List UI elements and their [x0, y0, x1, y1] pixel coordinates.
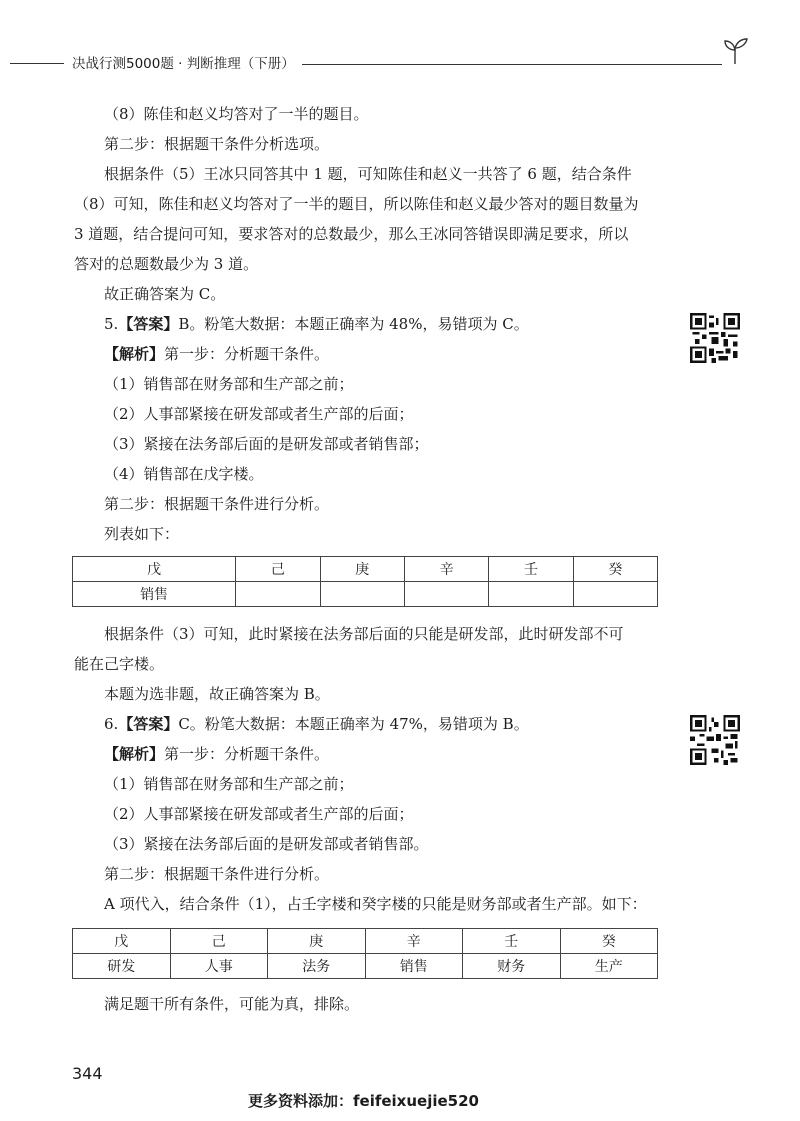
table-cell: 生产 [560, 954, 658, 979]
text-line: 根据条件（3）可知，此时紧接在法务部后面的只能是研发部，此时研发部不可 [104, 625, 624, 643]
table-header-row [73, 557, 658, 582]
text-line: 列表如下： [104, 525, 180, 543]
table-cell: 庚 [268, 929, 366, 954]
table-cell: 癸 [573, 557, 657, 582]
table-cell: 癸 [560, 929, 658, 954]
text-line: 第二步：根据题干条件分析选项。 [104, 135, 330, 153]
q5-analysis-text: 第一步：分析题干条件。 [164, 345, 330, 363]
table-cell: 壬 [489, 557, 573, 582]
text-line: （8）陈佳和赵义均答对了一半的题目。 [104, 105, 369, 123]
text-line: （1）销售部在财务部和生产部之前； [104, 775, 354, 793]
text-line: 答对的总题数最少为 3 道。 [74, 255, 259, 273]
text-line: 第二步：根据题干条件进行分析。 [104, 495, 330, 513]
table-cell [320, 582, 404, 607]
table-cell [236, 582, 320, 607]
table-cell: 辛 [365, 929, 463, 954]
q6-analysis-label: 【解析】 [104, 745, 165, 763]
text-line: （2）人事部紧接在研发部或者生产部的后面； [104, 805, 414, 823]
text-line: （1）销售部在财务部和生产部之前； [104, 375, 354, 393]
table-cell [404, 582, 488, 607]
text-line: 3 道题，结合提问可知，要求答对的总数最少，那么王冰同答错误即满足要求，所以 [74, 225, 629, 243]
q6-answer-text: C。粉笔大数据：本题正确率为 47%，易错项为 B。 [178, 715, 529, 733]
book-title: 决战行测5000题 · 判断推理（下册） [72, 56, 295, 72]
table-cell: 法务 [268, 954, 366, 979]
table-floor-assignment-1 [72, 556, 658, 607]
q6-answer-label: 【答案】 [118, 715, 179, 733]
q5-answer-line [104, 314, 529, 334]
table-cell: 庚 [320, 557, 404, 582]
table-cell: 辛 [404, 557, 488, 582]
table-cell: 人事 [170, 954, 268, 979]
text-line: 故正确答案为 C。 [104, 285, 226, 303]
table-row [73, 582, 658, 607]
table-cell: 财务 [463, 954, 561, 979]
q5-answer-label: 【答案】 [118, 315, 179, 333]
table-cell: 壬 [463, 929, 561, 954]
table-cell: 己 [236, 557, 320, 582]
page-number: 344 [72, 1064, 103, 1083]
table-floor-assignment-2 [72, 928, 658, 979]
header-rule-left [10, 63, 64, 64]
table-cell: 销售 [365, 954, 463, 979]
text-line: （3）紧接在法务部后面的是研发部或者销售部。 [104, 835, 429, 853]
qr-code-icon [690, 313, 740, 363]
text-line: 根据条件（5）王冰只同答其中 1 题，可知陈佳和赵义一共答了 6 题，结合条件 [104, 165, 632, 183]
table-cell [489, 582, 573, 607]
q5-number: 5. [104, 315, 119, 333]
q6-analysis-text: 第一步：分析题干条件。 [164, 745, 330, 763]
text-line: （4）销售部在戊字楼。 [104, 465, 264, 483]
q6-answer-line [104, 714, 529, 734]
page-header [10, 50, 790, 74]
footer-note: 更多资料添加：feifeixuejie520 [248, 1092, 479, 1110]
text-line: （3）紧接在法务部后面的是研发部或者销售部； [104, 435, 429, 453]
text-line: （8）可知，陈佳和赵义均答对了一半的题目，所以陈佳和赵义最少答对的题目数量为 [74, 195, 639, 213]
q5-analysis-label: 【解析】 [104, 345, 165, 363]
table-cell [573, 582, 657, 607]
q6-analysis-line [104, 744, 329, 764]
q6-number: 6. [104, 715, 119, 733]
header-rule-right [302, 64, 722, 65]
text-line: A 项代入，结合条件（1），占壬字楼和癸字楼的只能是财务部或者生产部。如下： [104, 895, 647, 913]
text-line: 满足题干所有条件，可能为真，排除。 [104, 995, 360, 1013]
qr-code-icon [690, 715, 740, 765]
text-line: 能在己字楼。 [74, 655, 165, 673]
text-line: 本题为选非题，故正确答案为 B。 [104, 685, 330, 703]
table-header-row [73, 929, 658, 954]
table-cell: 己 [170, 929, 268, 954]
text-line: （2）人事部紧接在研发部或者生产部的后面； [104, 405, 414, 423]
sprout-icon [720, 36, 750, 66]
text-line: 第二步：根据题干条件进行分析。 [104, 865, 330, 883]
table-row [73, 954, 658, 979]
q5-analysis-line [104, 344, 329, 364]
table-cell: 销售 [73, 582, 236, 607]
q5-answer-text: B。粉笔大数据：本题正确率为 48%，易错项为 C。 [178, 315, 529, 333]
table-cell: 戊 [73, 929, 171, 954]
table-cell: 戊 [73, 557, 236, 582]
table-cell: 研发 [73, 954, 171, 979]
